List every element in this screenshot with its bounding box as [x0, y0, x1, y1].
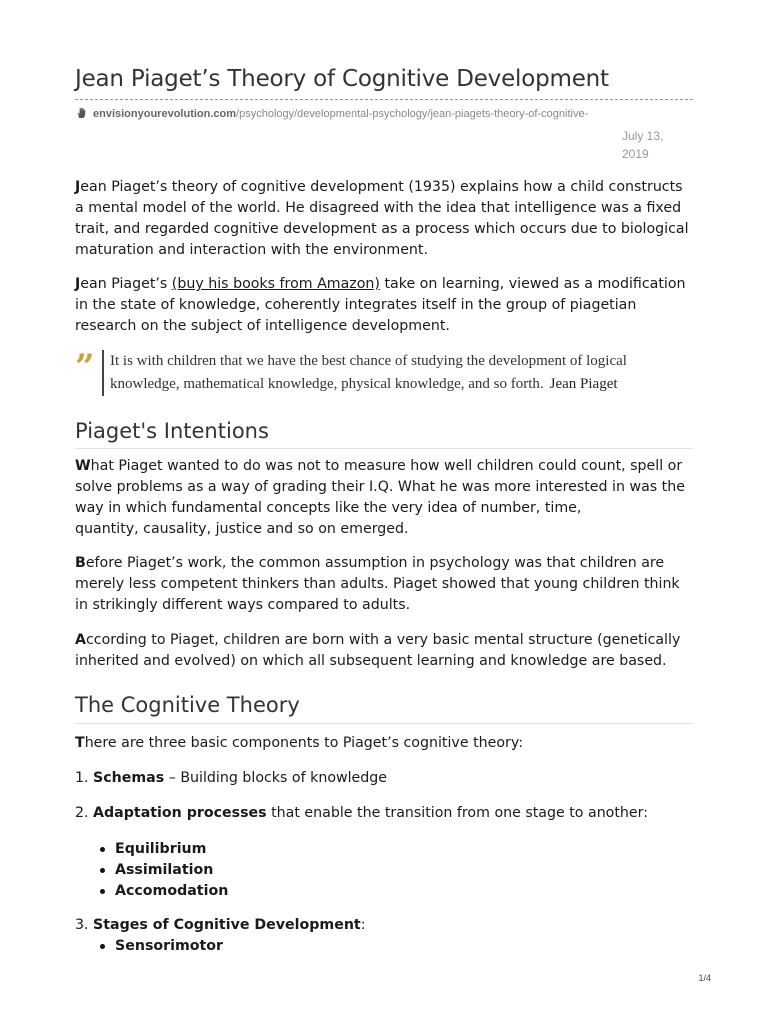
- paragraph-text: quantity, causality, justice and so on emerged.: [75, 521, 409, 537]
- quote-citation: Jean Piaget: [549, 376, 618, 392]
- adaptation-list: [75, 839, 693, 902]
- component-item-2: [75, 803, 693, 824]
- source-domain[interactable]: envisionyourevolution.com: [93, 108, 237, 120]
- item-number: 3.: [75, 917, 94, 933]
- page-title: Jean Piaget’s Theory of Cognitive Development: [75, 66, 609, 92]
- section-divider: [75, 723, 693, 724]
- list-item: Assimilation: [75, 860, 693, 881]
- intentions-paragraph-3: [75, 630, 693, 672]
- paragraph-text: ean Piaget’s: [80, 276, 172, 292]
- quote-bar: [102, 350, 104, 396]
- source-url[interactable]: [75, 107, 693, 120]
- source-path[interactable]: /psychology/developmental-psychology/jean-piagets-theory-of-cognitive-: [236, 108, 589, 120]
- component-item-3: [75, 915, 693, 936]
- amazon-books-link[interactable]: (buy his books from Amazon): [171, 276, 380, 292]
- date-line: July 13,: [622, 129, 664, 143]
- title-divider: [75, 99, 693, 100]
- intentions-paragraph-2: [75, 553, 693, 616]
- item-term: Stages of Cognitive Development: [93, 917, 361, 933]
- paragraph-text: take on learning, viewed as a modification in the state of knowledge, coherently integrates itself in the group of piagetian research on the subject of intelligence development.: [75, 276, 686, 334]
- page-number: 1/4: [698, 973, 711, 983]
- component-item-1: [75, 768, 693, 789]
- paragraph-text: ean Piaget’s theory of cognitive development (1935) explains how a child constructs a mental model of the world. He disagreed with the idea that intelligence was a fixed trait, and regarded cognitive development as a process which occurs due to biological maturation and interaction with the environment.: [75, 179, 689, 258]
- item-text: that enable the transition from one stage to another:: [266, 805, 649, 821]
- drop-initial: W: [75, 458, 91, 474]
- paragraph-text: here are three basic components to Piaget’s cognitive theory:: [84, 735, 524, 751]
- paragraph-text: efore Piaget’s work, the common assumption in psychology was that children are merely less competent thinkers than adults. Piaget showed that young children think in strikingly different ways compared to adults.: [75, 555, 680, 613]
- section-heading-cognitive-theory: The Cognitive Theory: [75, 693, 300, 717]
- date-line: 2019: [622, 147, 649, 161]
- blockquote: [110, 350, 690, 396]
- drop-initial: T: [75, 735, 85, 751]
- item-number: 2.: [75, 805, 94, 821]
- item-term: Schemas: [93, 770, 165, 786]
- intro-paragraph-1: [75, 177, 693, 261]
- drop-initial: J: [75, 276, 81, 292]
- section-heading-intentions: Piaget's Intentions: [75, 419, 269, 443]
- drop-initial: B: [75, 555, 86, 571]
- item-term: Adaptation processes: [93, 805, 267, 821]
- stages-list: [75, 936, 693, 957]
- quote-icon: ”: [75, 347, 95, 387]
- list-item: Equilibrium: [75, 839, 693, 860]
- intro-paragraph-2: [75, 274, 693, 337]
- cognitive-paragraph-1: [75, 733, 693, 754]
- item-text: :: [360, 917, 366, 933]
- list-item: Sensorimotor: [75, 936, 693, 957]
- item-text: – Building blocks of knowledge: [164, 770, 388, 786]
- list-item: Accomodation: [75, 881, 693, 902]
- drop-initial: J: [75, 179, 81, 195]
- publish-date: [622, 127, 682, 163]
- section-divider: [75, 448, 693, 449]
- item-number: 1.: [75, 770, 94, 786]
- paragraph-text: hat Piaget wanted to do was not to measure how well children could count, spell or solve problems as a way of grading their I.Q. What he was more interested in was the way in which fundamental concepts like the very idea of number, time,: [75, 458, 685, 516]
- paragraph-text: ccording to Piaget, children are born with a very basic mental structure (genetically inherited and evolved) on which all subsequent learning and knowledge are based.: [75, 632, 681, 669]
- quote-text: It is with children that we have the best chance of studying the development of logical knowledge, mathematical knowledge, physical knowledge, and so forth.: [110, 353, 627, 392]
- hand-icon: [75, 107, 87, 119]
- intentions-paragraph-1: [75, 456, 693, 540]
- drop-initial: A: [75, 632, 86, 648]
